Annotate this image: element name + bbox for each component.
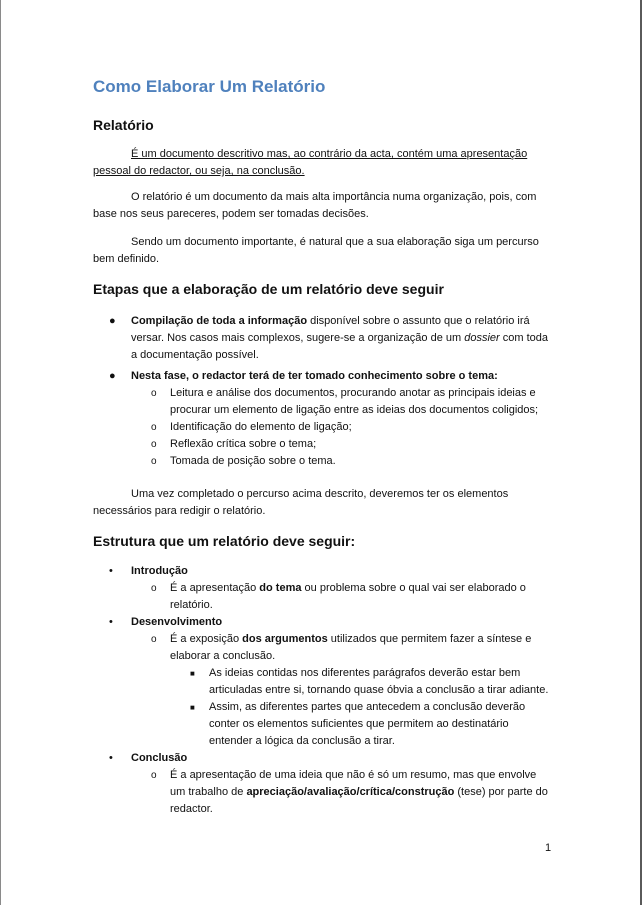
sub-list-item: o Reflexão crítica sobre o tema; [93,436,553,453]
sub-list-item: o É a apresentação do tema ou problema sobre o qual vai ser elaborado o relatório. [151,582,526,611]
sub-list-item: o Leitura e análise dos documentos, procurando anotar as principais ideias e procurar um elemento de ligação entre as ideias dos documentos coligidos; [151,387,539,416]
sub-list-item: o É a apresentação de uma ideia que não é só um resumo, mas que envolve um trabalho de apreciação/avaliação/crítica/construção (tese) por parte do redactor. [151,769,548,815]
list-item: • Desenvolvimento [93,614,553,631]
bullet-icon: • [109,565,113,577]
paragraph-importance: O relatório é um documento da mais alta importância numa organização, pois, com base nos seus pareceres, podem ser tomadas decisões. [93,191,537,220]
circle-bullet-icon: o [151,456,157,467]
bullet-icon: • [109,752,113,764]
circle-bullet-icon: o [151,634,157,645]
sub-list-item: o É a exposição dos argumentos utilizados que permitem fazer a síntese e elaborar a conclusão. [151,633,532,662]
paragraph-process: Sendo um documento importante, é natural que a sua elaboração siga um percurso bem definido. [93,236,539,265]
list-item: • Introdução [93,563,553,580]
section-heading-estrutura: Estrutura que um relatório deve seguir: [93,533,356,549]
bullet-icon: ● [109,315,116,327]
circle-bullet-icon: o [151,388,157,399]
square-bullet-icon: ■ [190,669,195,678]
etapas-list [93,313,553,470]
sub-sub-list-item: ■ As ideias contidas nos diferentes parágrafos deverão estar bem articuladas entre si, tornando quase óbvia a conclusão a tirar adiante. [190,667,549,696]
paragraph-definition: É um documento descritivo mas, ao contrário da acta, contém uma apresentação pessoal do redactor, ou seja, na conclusão. [93,148,528,177]
circle-bullet-icon: o [151,439,157,450]
estrutura-list [93,563,553,818]
circle-bullet-icon: o [151,583,157,594]
circle-bullet-icon: o [151,422,157,433]
section-heading-etapas: Etapas que a elaboração de um relatório deve seguir [93,281,444,297]
document-title: Como Elaborar Um Relatório [93,77,326,96]
list-item: ● Nesta fase, o redactor terá de ter tomado conhecimento sobre o tema: [93,368,553,385]
sub-sub-list-item: ■ Assim, as diferentes partes que antecedem a conclusão deverão conter os elementos suficientes que permitem ao destinatário entender a lógica da conclusão a tirar. [190,701,526,747]
sub-list-item: o Identificação do elemento de ligação; [93,419,553,436]
circle-bullet-icon: o [151,770,157,781]
sub-list-item: o Tomada de posição sobre o tema. [93,453,553,470]
paragraph-completion: Uma vez completado o percurso acima descrito, deveremos ter os elementos necessários para redigir o relatório. [93,488,509,517]
bullet-icon: • [109,616,113,628]
bullet-icon: ● [109,370,116,382]
section-heading-relatorio: Relatório [93,117,154,133]
list-item: • Conclusão [93,750,553,767]
square-bullet-icon: ■ [190,703,195,712]
list-item: ● Compilação de toda a informação disponível sobre o assunto que o relatório irá versar. Nos casos mais complexos, sugere-se a organização de um dossier com toda a documentação possível. [109,315,548,361]
page-number: 1 [545,842,552,854]
